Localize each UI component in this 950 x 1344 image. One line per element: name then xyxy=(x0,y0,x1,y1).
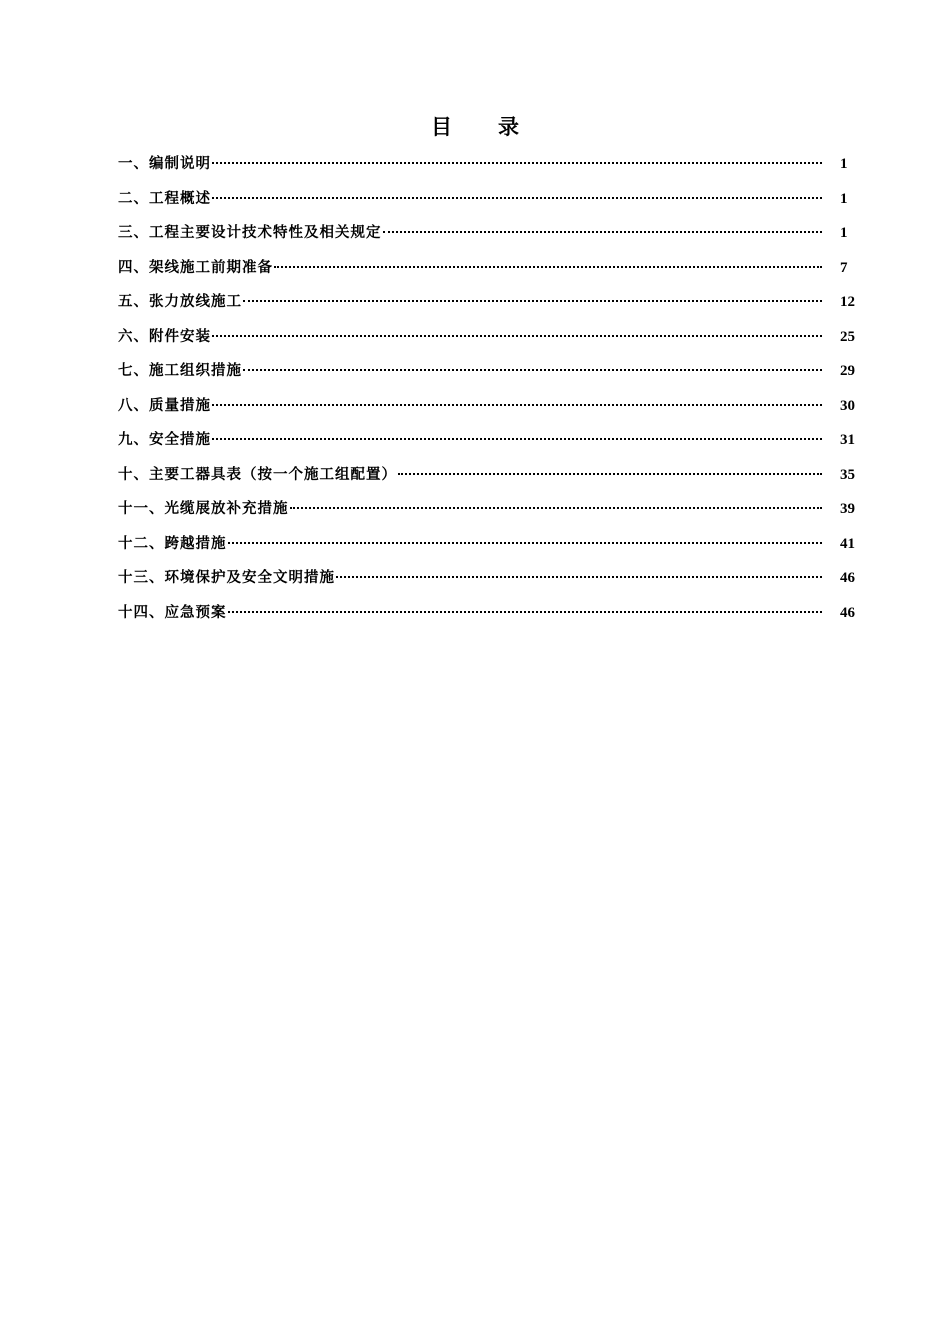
toc-entry[interactable] xyxy=(118,527,858,562)
toc-entry[interactable] xyxy=(118,423,858,458)
toc-entry-page: 46 xyxy=(840,570,855,586)
toc-entry-label: 十三、环境保护及安全文明措施 xyxy=(118,570,335,586)
dot-leader xyxy=(336,576,822,578)
dot-leader xyxy=(212,438,822,440)
toc-entry-page: 1 xyxy=(840,156,848,172)
toc-entry-page: 31 xyxy=(840,432,855,448)
toc-entry-page: 41 xyxy=(840,535,855,552)
dot-leader xyxy=(228,542,823,544)
dot-leader xyxy=(274,266,822,268)
toc-title-char: 录 xyxy=(498,115,519,139)
toc-entry[interactable] xyxy=(118,251,858,286)
toc-entry-page: 1 xyxy=(840,190,848,207)
dot-leader xyxy=(212,162,822,164)
toc-entry-label: 九、安全措施 xyxy=(118,432,211,448)
dot-leader xyxy=(243,300,822,302)
toc-entry-page: 7 xyxy=(840,259,848,276)
dot-leader xyxy=(398,473,822,475)
toc-entry[interactable] xyxy=(118,182,858,217)
toc-entry-label: 三、工程主要设计技术特性及相关规定 xyxy=(118,225,382,241)
toc-entry[interactable] xyxy=(118,458,858,493)
toc-entry[interactable] xyxy=(118,492,858,527)
toc-title-char: 目 xyxy=(431,115,452,139)
toc-entry-page: 35 xyxy=(840,466,855,483)
toc-entry-label: 二、工程概述 xyxy=(118,190,211,207)
toc-entry[interactable] xyxy=(118,320,858,355)
toc-entry-label: 五、张力放线施工 xyxy=(118,294,242,310)
toc-entry-page: 12 xyxy=(840,294,855,310)
dot-leader xyxy=(243,369,822,371)
toc-entry-page: 1 xyxy=(840,225,848,241)
toc-title xyxy=(0,112,950,142)
toc-entry-label: 十四、应急预案 xyxy=(118,604,227,621)
toc-entry[interactable] xyxy=(118,561,858,596)
toc-entry-label: 十二、跨越措施 xyxy=(118,535,227,552)
toc-entry[interactable] xyxy=(118,389,858,424)
toc-entry-label: 十、主要工器具表（按一个施工组配置） xyxy=(118,466,397,483)
toc-entry-page: 25 xyxy=(840,328,855,345)
toc-entry-page: 39 xyxy=(840,501,855,517)
toc-entry[interactable] xyxy=(118,216,858,251)
dot-leader xyxy=(290,507,823,509)
dot-leader xyxy=(228,611,823,613)
toc-entry[interactable] xyxy=(118,285,858,320)
toc-entry-page: 30 xyxy=(840,397,855,414)
toc-entry[interactable] xyxy=(118,147,858,182)
dot-leader xyxy=(212,404,822,406)
toc-entry-label: 四、架线施工前期准备 xyxy=(118,259,273,276)
toc-entry[interactable] xyxy=(118,354,858,389)
toc-entry-page: 46 xyxy=(840,604,855,621)
dot-leader xyxy=(212,197,822,199)
dot-leader xyxy=(383,231,823,233)
toc-entry-page: 29 xyxy=(840,363,855,379)
toc-entry-label: 八、质量措施 xyxy=(118,397,211,414)
toc-list xyxy=(118,147,858,630)
toc-entry-label: 六、附件安装 xyxy=(118,328,211,345)
toc-entry-label: 一、编制说明 xyxy=(118,156,211,172)
toc-entry[interactable] xyxy=(118,596,858,631)
toc-entry-label: 十一、光缆展放补充措施 xyxy=(118,501,289,517)
toc-entry-label: 七、施工组织措施 xyxy=(118,363,242,379)
dot-leader xyxy=(212,335,822,337)
